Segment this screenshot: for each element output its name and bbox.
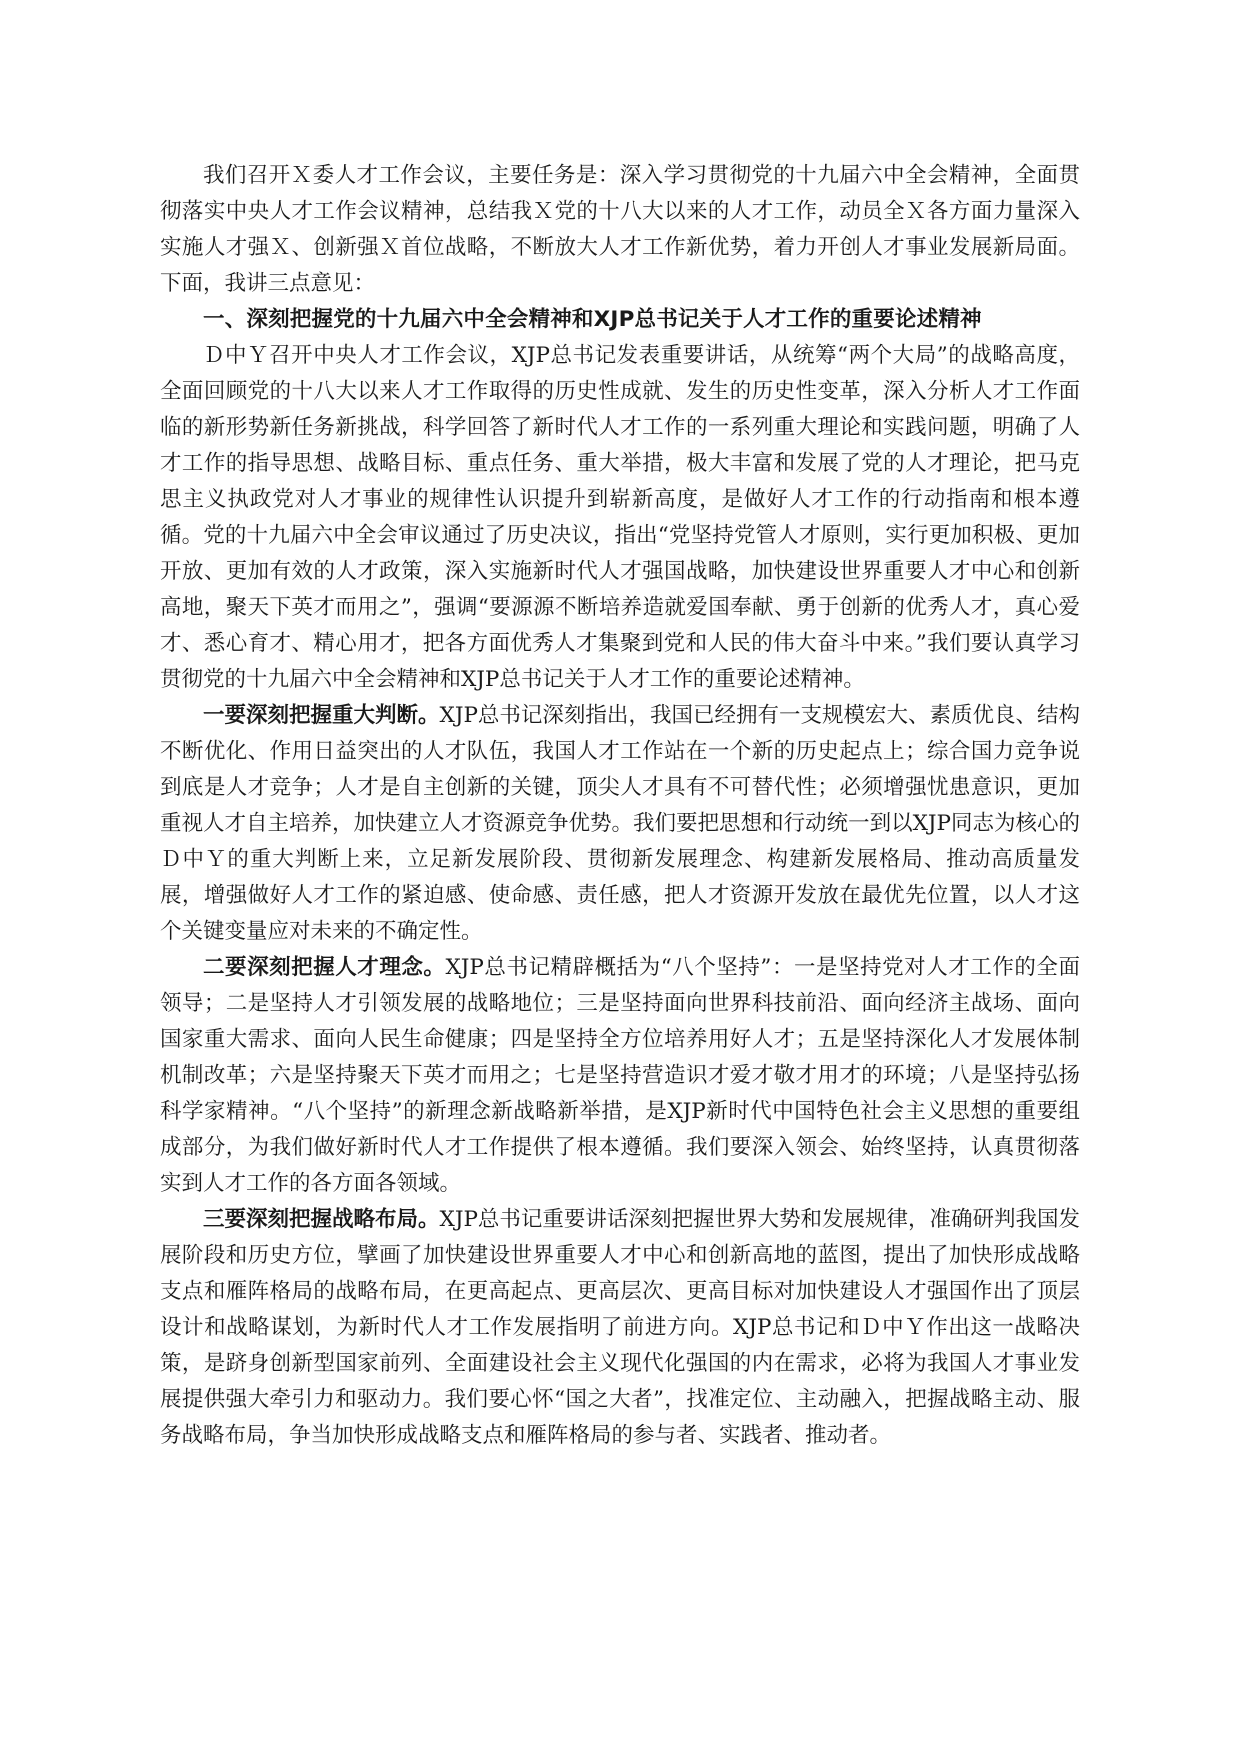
point-1-body: XJP总书记深刻指出，我国已经拥有一支规模宏大、素质优良、结构不断优化、作用日益突出的人才队伍，我国人才工作站在一个新的历史起点上；综合国力竞争说到底是人才竞争；人才是自主创新的关键，顶尖人才具有不可替代性；必须增强忧患意识，更加重视人才自主培养，加快建立人才资源竞争优势。我们要把思想和行动统一到以XJP同志为核心的Ｄ中Ｙ的重大判断上来，立足新发展阶段、贯彻新发展理念、构建新发展格局、推动高质量发展，增强做好人才工作的紧迫感、使命感、责任感，把人才资源开发放在最优先位置，以人才这个关键变量应对未来的不确定性。	[160, 703, 1080, 944]
point-1-lead: 一要深刻把握重大判断。	[203, 703, 440, 728]
point-3-lead: 三要深刻把握战略布局。	[203, 1207, 440, 1232]
intro-paragraph: 我们召开Ｘ委人才工作会议，主要任务是：深入学习贯彻党的十九届六中全会精神，全面贯彻落实中央人才工作会议精神，总结我Ｘ党的十八大以来的人才工作，动员全Ｘ各方面力量深入实施人才强Ｘ、创新强Ｘ首位战略，不断放大人才工作新优势，着力开创人才事业发展新局面。下面，我讲三点意见：	[160, 163, 1080, 296]
point-2-paragraph	[160, 950, 1080, 1202]
point-1-paragraph	[160, 698, 1080, 950]
section-1-body: Ｄ中Ｙ召开中央人才工作会议，XJP总书记发表重要讲话，从统筹“两个大局”的战略高度，全面回顾党的十八大以来人才工作取得的历史性成就、发生的历史性变革，深入分析人才工作面临的新形势新任务新挑战，科学回答了新时代人才工作的一系列重大理论和实践问题，明确了人才工作的指导思想、战略目标、重点任务、重大举措，极大丰富和发展了党的人才理论，把马克思主义执政党对人才事业的规律性认识提升到崭新高度，是做好人才工作的行动指南和根本遵循。党的十九届六中全会审议通过了历史决议，指出“党坚持党管人才原则，实行更加积极、更加开放、更加有效的人才政策，深入实施新时代人才强国战略，加快建设世界重要人才中心和创新高地，聚天下英才而用之”，强调“要源源不断培养造就爱国奉献、勇于创新的优秀人才，真心爱才、悉心育才、精心用才，把各方面优秀人才集聚到党和人民的伟大奋斗中来。”我们要认真学习贯彻党的十九届六中全会精神和XJP总书记关于人才工作的重要论述精神。	[160, 343, 1080, 692]
section-1-heading: 一、深刻把握党的十九届六中全会精神和XJP总书记关于人才工作的重要论述精神	[203, 307, 982, 332]
point-2-body: XJP总书记精辟概括为“八个坚持”：一是坚持党对人才工作的全面领导；二是坚持人才引领发展的战略地位；三是坚持面向世界科技前沿、面向经济主战场、面向国家重大需求、面向人民生命健康；四是坚持全方位培养用好人才；五是坚持深化人才发展体制机制改革；六是坚持聚天下英才而用之；七是坚持营造识才爱才敬才用才的环境；八是坚持弘扬科学家精神。“八个坚持”的新理念新战略新举措，是XJP新时代中国特色社会主义思想的重要组成部分，为我们做好新时代人才工作提供了根本遵循。我们要深入领会、始终坚持，认真贯彻落实到人才工作的各方面各领域。	[160, 955, 1080, 1196]
document-page	[160, 158, 1080, 1454]
point-3-body: XJP总书记重要讲话深刻把握世界大势和发展规律，准确研判我国发展阶段和历史方位，擘画了加快建设世界重要人才中心和创新高地的蓝图，提出了加快形成战略支点和雁阵格局的战略布局，在更高起点、更高层次、更高目标对加快建设人才强国作出了顶层设计和战略谋划，为新时代人才工作发展指明了前进方向。XJP总书记和Ｄ中Ｙ作出这一战略决策，是跻身创新型国家前列、全面建设社会主义现代化强国的内在需求，必将为我国人才事业发展提供强大牵引力和驱动力。我们要心怀“国之大者”，找准定位、主动融入，把握战略主动、服务战略布局，争当加快形成战略支点和雁阵格局的参与者、实践者、推动者。	[160, 1207, 1080, 1448]
point-3-paragraph	[160, 1202, 1080, 1454]
point-2-lead: 二要深刻把握人才理念。	[203, 955, 446, 980]
